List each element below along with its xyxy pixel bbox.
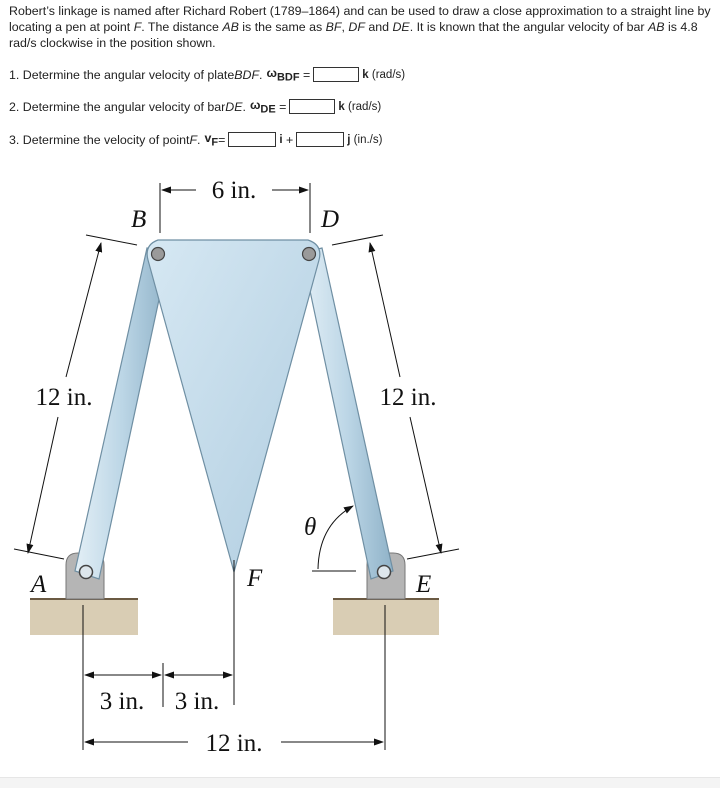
- unit-label: k (rad/s): [338, 100, 382, 113]
- dim-top: 6 in.: [211, 177, 257, 204]
- problem-statement: Robert’s linkage is named after Richard Robert (1789–1864) and can be used to draw a close approximation to a straight line by locating a pen at point F. The distance AB is the same as BF, DF and DE. It is known that the angular velocity of bar AB is 4.8 rad/s clockwise in the position shown.: [9, 4, 711, 50]
- omega-de-input[interactable]: [289, 99, 335, 114]
- dim-right: 12 in.: [379, 384, 437, 411]
- pin-b: [152, 248, 165, 261]
- plate-bdf: [147, 240, 320, 572]
- question-3: 3. Determine the velocity of point F . $v_F$ = i + j (in./s): [9, 131, 383, 149]
- omega-de-symbol: $\omega_{DE}$: [249, 98, 276, 116]
- pin-d: [303, 248, 316, 261]
- label-a: A: [31, 571, 47, 598]
- ground-right: [333, 599, 439, 635]
- question-1: 1. Determine the angular velocity of plate BDF . $\omega_{BDF}$ = k (rad/s): [9, 66, 406, 84]
- label-f: F: [247, 565, 263, 592]
- dim-left: 12 in.: [35, 384, 93, 411]
- vf-symbol: $v_F$: [204, 131, 219, 149]
- label-e: E: [416, 571, 432, 598]
- label-b: B: [131, 206, 147, 233]
- label-theta: θ: [304, 514, 317, 541]
- page-footer: [0, 777, 720, 788]
- j-unit: j (in./s): [347, 133, 383, 146]
- roberts-linkage-figure: [0, 165, 720, 775]
- vf-i-input[interactable]: [228, 132, 276, 147]
- dim-b1: 3 in.: [99, 688, 145, 715]
- i-unit: i: [279, 133, 283, 146]
- omega-bdf-symbol: $\omega_{BDF}$: [266, 66, 300, 84]
- bar-ab: [75, 248, 169, 579]
- label-d: D: [321, 206, 340, 233]
- pin-e: [378, 566, 391, 579]
- dim-b2: 3 in.: [174, 688, 220, 715]
- pin-a: [80, 566, 93, 579]
- unit-label: k (rad/s): [362, 68, 406, 81]
- omega-bdf-input[interactable]: [313, 67, 359, 82]
- ground-left: [30, 599, 138, 635]
- vf-j-input[interactable]: [296, 132, 344, 147]
- dim-bottom: 12 in.: [205, 730, 263, 757]
- question-2: 2. Determine the angular velocity of bar DE . $\omega_{DE}$ = k (rad/s): [9, 98, 382, 116]
